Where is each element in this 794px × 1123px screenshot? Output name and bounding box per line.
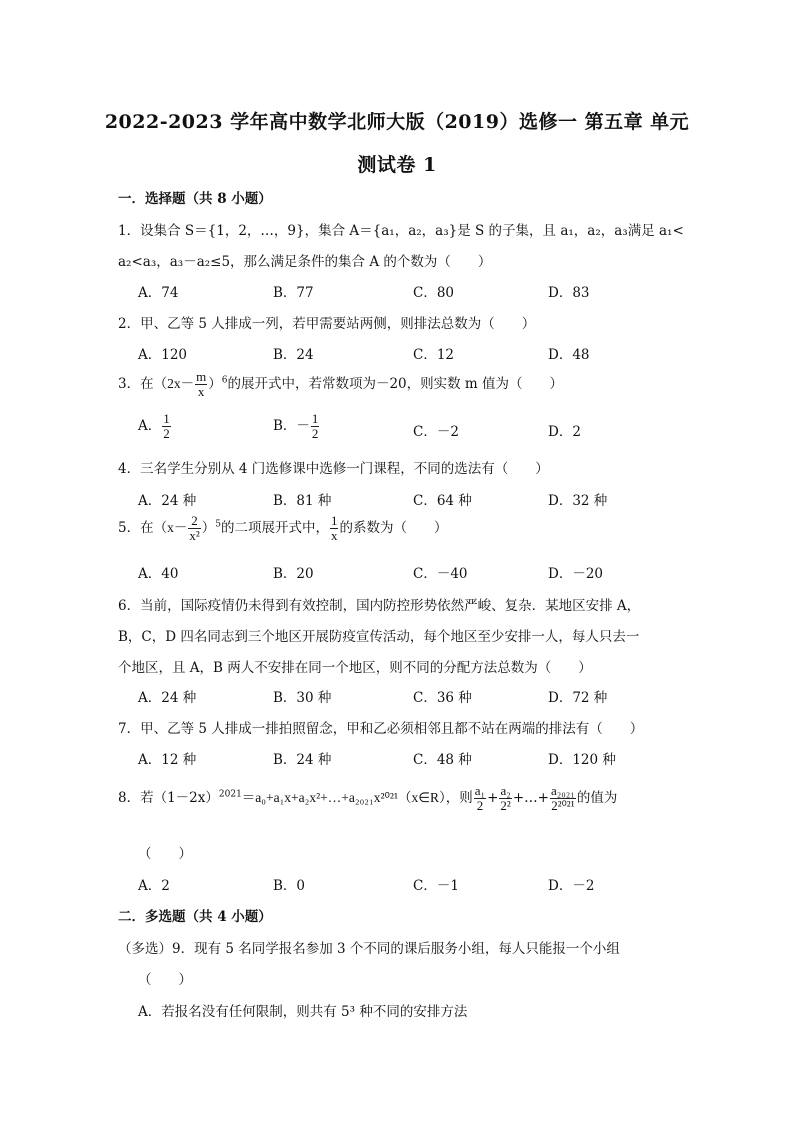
q1-option-c: C．80 — [413, 285, 455, 301]
q3-prefix: 3．在 — [118, 376, 154, 392]
q9-option-a: A．若报名没有任何限制，则共有 5³ 种不同的安排方法 — [138, 1004, 468, 1020]
page-title-line2: 测试卷 1 — [357, 154, 437, 176]
q7-options — [138, 748, 698, 768]
q3-option-c: C．－2 — [413, 424, 459, 440]
q8-fraction3 — [550, 784, 576, 813]
q8-stem-line1 — [118, 784, 617, 813]
q3-option-b — [273, 412, 320, 441]
q3-option-d: D．2 — [548, 424, 581, 440]
q9-stem-line2: （ ） — [138, 972, 192, 988]
q7-option-a: A．12 种 — [138, 752, 197, 768]
q5-option-d: D．－20 — [548, 566, 604, 582]
q5-option-b: B．20 — [273, 566, 314, 582]
q7-stem: 7．甲、乙等 5 人排成一排拍照留念，甲和乙必须相邻且都不站在两端的排法有（ ） — [118, 721, 644, 737]
q3-options — [138, 412, 698, 446]
q4-option-d: D．32 种 — [548, 493, 608, 509]
q8-stem-line2: （ ） — [138, 846, 192, 862]
q2-option-a: A．120 — [138, 347, 188, 363]
q5-mid: 的二项展开式中， — [220, 520, 329, 536]
q5-prefix: 5．在 — [118, 520, 154, 536]
q3-option-a-label: A． — [138, 418, 162, 434]
q5-suffix: 的系数为（ ） — [339, 520, 448, 536]
q4-option-c: C．64 种 — [413, 493, 472, 509]
q5-option-a: A．40 — [138, 566, 179, 582]
q1-stem-part-a: 1．设集合 — [118, 223, 185, 239]
q1-stem-part-c: A＝{a₁，a₂，a₃}是 S 的子集，且 a₁，a₂，a₃满足 a₁< — [349, 223, 684, 239]
q3-option-b-label: B．－ — [273, 418, 310, 434]
q3-option-a-den: 2 — [163, 426, 170, 441]
q1-option-b: B．77 — [273, 285, 314, 301]
q8-f3-num: a₂₀₂₁ — [550, 783, 575, 798]
q5-power: 5 — [215, 519, 221, 530]
q6-options — [138, 686, 698, 706]
q3-stem — [118, 370, 563, 399]
q5-expr-close: ） — [201, 520, 216, 535]
q3-option-a-fraction — [162, 412, 171, 441]
section-heading-single-choice: 一．选择题（共 8 小题） — [118, 191, 272, 207]
q8-plus1: + — [487, 790, 499, 806]
q3-frac-den: x — [197, 384, 205, 399]
q1-stem-part-b: S＝{1，2，…，9}，集合 — [184, 223, 350, 239]
q3-expr-open: （2x－ — [153, 376, 195, 391]
q1-options — [138, 281, 698, 301]
q2-stem: 2．甲、乙等 5 人排成一列，若甲需要站两侧，则排法总数为（ ） — [118, 316, 536, 332]
q5-option-c: C．－40 — [413, 566, 468, 582]
q5-fraction — [188, 514, 200, 543]
q1-stem-line1 — [118, 219, 684, 239]
q5-frac-den: x² — [189, 528, 200, 543]
q4-option-a: A．24 种 — [138, 493, 197, 509]
q8-f1-den: 2 — [476, 798, 484, 813]
q1-stem-line2: a₂<a₃，a₃－a₂≤5，那么满足条件的集合 A 的个数为（ ） — [118, 254, 492, 270]
q8-fraction1 — [474, 784, 486, 813]
q8-f2-num: a₂ — [500, 783, 511, 798]
q7-option-c: C．48 种 — [413, 752, 472, 768]
q8-option-b: B．0 — [273, 878, 306, 894]
q3-option-b-fraction — [311, 412, 320, 441]
q5-frac-num: 2 — [188, 514, 200, 529]
q2-option-b: B．24 — [273, 347, 314, 363]
q8-options — [138, 874, 698, 894]
q8-f3-den: 2²⁰²¹ — [551, 798, 575, 813]
q3-option-a — [138, 412, 172, 441]
q6-option-d: D．72 种 — [548, 690, 608, 706]
q3-option-b-den: 2 — [311, 426, 319, 441]
q1-option-d: D．83 — [548, 285, 590, 301]
q8-plus2: +…+ — [512, 790, 549, 806]
q6-option-a: A．24 种 — [138, 690, 197, 706]
q6-stem-line2: B，C，D 四名同志到三个地区开展防疫宣传活动，每个地区至少安排一人，每人只去一 — [118, 629, 640, 645]
q8-suffix: 的值为 — [576, 790, 618, 806]
q3-frac-num: m — [196, 369, 207, 384]
q3-power: 6 — [221, 375, 228, 386]
q5-frac2-den: x — [330, 528, 338, 543]
q6-stem-line1: 6．当前，国际疫情仍未得到有效控制，国内防控形势依然严峻、复杂．某地区安排 A， — [118, 598, 641, 614]
q5-expr-open: （x－ — [153, 520, 188, 535]
section-heading-multi-choice: 二．多选题（共 4 小题） — [118, 909, 272, 925]
q5-fraction2 — [330, 514, 339, 543]
q6-option-c: C．36 种 — [413, 690, 472, 706]
q2-option-c: C．12 — [413, 347, 455, 363]
q4-option-b: B．81 种 — [273, 493, 332, 509]
q8-equation: ＝a₀+a₁x+a₂x²+…+a₂₀₂₁x²⁰²¹（x∈R），则 — [241, 790, 473, 805]
q8-power: 2021 — [218, 789, 242, 800]
page-title-line1: 2022-2023 学年高中数学北师大版（2019）选修一 第五章 单元 — [104, 111, 690, 133]
q4-options — [138, 489, 698, 509]
q8-option-d: D．－2 — [548, 878, 595, 894]
q8-prefix: 8．若（1－2x） — [118, 790, 219, 806]
q5-options — [138, 562, 698, 582]
q6-stem-line3: 个地区，且 A，B 两人不安排在同一个地区，则不同的分配方法总数为（ ） — [118, 660, 592, 676]
q9-stem-line1: （多选）9．现有 5 名同学报名参加 3 个不同的课后服务小组，每人只能报一个小组 — [118, 941, 620, 957]
q3-option-b-num: 1 — [311, 411, 319, 426]
q2-options — [138, 343, 698, 363]
q5-frac2-num: 1 — [330, 513, 338, 528]
q8-option-a: A．2 — [138, 878, 170, 894]
q7-option-b: B．24 种 — [273, 752, 332, 768]
q7-option-d: D．120 种 — [548, 752, 616, 768]
q8-fraction2 — [499, 784, 511, 813]
q3-fraction — [195, 370, 207, 399]
q3-suffix: 的展开式中，若常数项为－20，则实数 m 值为（ ） — [227, 376, 564, 392]
q8-f2-den: 2² — [500, 798, 511, 813]
q8-f1-num: a₁ — [474, 783, 486, 798]
q8-option-c: C．－1 — [413, 878, 459, 894]
q5-stem — [118, 514, 447, 543]
q6-option-b: B．30 种 — [273, 690, 332, 706]
q2-option-d: D．48 — [548, 347, 590, 363]
q3-option-a-num: 1 — [163, 411, 170, 426]
q4-stem: 4．三名学生分别从 4 门选修课中选修一门课程，不同的选法有（ ） — [118, 461, 549, 477]
q1-option-a: A．74 — [138, 285, 179, 301]
q3-expr-close: ） — [208, 376, 222, 391]
